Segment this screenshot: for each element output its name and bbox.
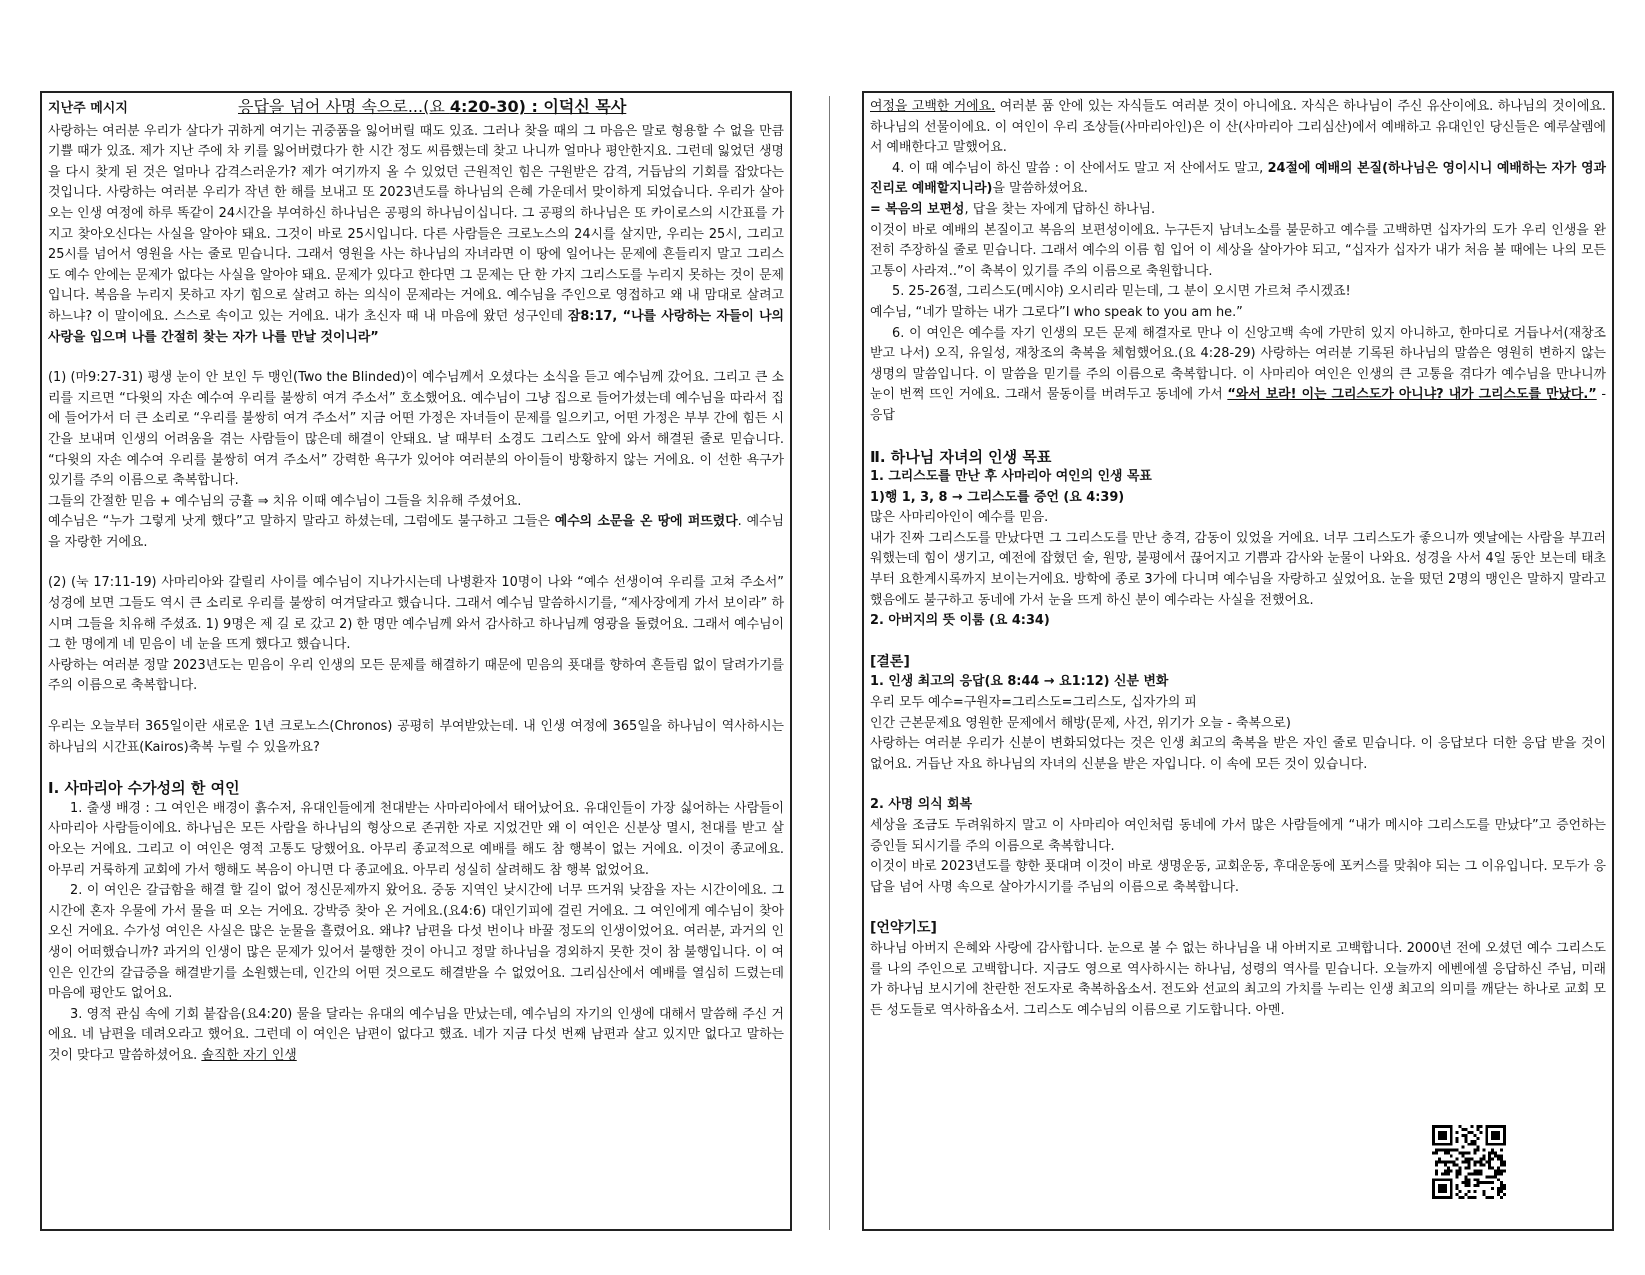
section-2-verse-bold: 1)행 1, 3, 8 → 그리스도를 증언 (요 4:39)	[870, 489, 1125, 505]
story-blind-result-text: 예수님은 “누가 그렇게 낫게 했다”고 말하지 말라고 하셨는데, 그럼에도 불구하고 그들은	[48, 514, 555, 530]
story-blind-result-end: . 예수님을 자랑한 거에요.	[48, 514, 784, 550]
section-1-item-5: 5. 25-26절, 그리스도(메시야) 오시리라 믿는데, 그 분이 오시면 가르쳐 주시겠죠!	[892, 284, 1351, 300]
section-1-item-3	[48, 1005, 784, 1067]
continuation-paragraph	[870, 97, 1606, 159]
section-label: 지난주 메시지	[48, 101, 128, 116]
section-2-line-b: 내가 진짜 그리스도를 만났다면 그 그리스도를 만난 충격, 감동이 있었을 거에요. 너무 그리스도가 좋으니까 옛날에는 사람을 부끄러워했는데 힘이 생기고, 예전에 잡혔던 술, 원망, 불평에서 끊어지고 기쁨과 감사와 눈물이 나와요. 성경을 사서 4일 동안 보는데 태초부터 요한계시록까지 보이는거에요. 방학에 종로 3가에 다니며 예수님을 자랑하고 싶었어요. 눈을 떴던 2명의 맹인은 말하지 말라고 했음에도 불구하고 동네에 가서 눈을 뜨게 하신 분이 예수라는 사실을 전했어요.	[870, 530, 1606, 608]
gospel-text: , 답을 찾는 자에게 답하신 하나님.	[964, 201, 1156, 217]
conclusion-subheading-2: 2. 사명 의식 회복	[870, 797, 973, 813]
sermon-title-bold: 4:20-30) : 이덕신 목사	[449, 97, 627, 116]
worship-essence-paragraph: 이것이 바로 예배의 본질이고 복음의 보편성이에요. 누구든지 남녀노소를 불문하고 예수를 고백하면 십자가의 도가 우리 인생을 완전히 주장하실 줄로 믿습니다. 그래서 예수의 이름 힘 입어 이 세상을 살아가야 되고, “십자가 십자가 내가 처음 볼 때에는 나의 모든 고통이 사라져..”이 축복이 있기를 주의 이름으로 축원합니다.	[870, 222, 1606, 279]
item-6-text: 6. 이 여인은 예수를 자기 인생의 모든 문제 해결자로 만나 이 신앙고백 속에 가만히 있지 아니하고, 한마디로 거듭나서(재창조 받고 나서) 오직, 유일성, 재창조의 축복을 체험했어요.(요 4:28-29) 사랑하는 여러분 기록된 하나님의 말씀은 영원히 변하지 않는 생명의 말씀입니다. 이 말씀을 믿기를 주의 이름으로 축복합니다. 이 사마리아 여인은 인생의 큰 고통을 겪다가 예수님을 만나니까 눈이 번쩍 뜨인 거에요. 그래서 물동이를 버려두고 동네에 가서	[870, 325, 1606, 403]
conclusion-line-5: 이것이 바로 2023년도를 향한 푯대며 이것이 바로 생명운동, 교회운동, 후대운동에 포커스를 맞춰야 되는 그 이유입니다. 모두가 응답을 넘어 사명 속으로 살아가시기를 주님의 이름으로 축복합니다.	[870, 859, 1606, 895]
item-6-end: - 응답	[870, 387, 1606, 423]
prayer-title: [언약기도]	[870, 920, 937, 937]
section-1-item-2: 2. 이 여인은 갈급함을 해결 할 길이 없어 정신문제까지 왔어요. 중동 지역인 낮시간에 너무 뜨거워 낮잠을 자는 시간이에요. 그 시간에 혼자 우물에 가서 물을 떠 오는 거에요. 강박증 찾아 온 거에요.(요4:6) 대인기피에 걸린 거에요. 그 여인에게 예수님이 찾아오신 거에요. 수가성 여인은 사실은 많은 눈물을 흘렸어요. 왜냐? 남편을 다섯 번이나 바꿀 정도의 인생이었어요. 여러분, 과거의 인생이 어떠했습니까? 과거의 인생이 많은 문제가 있어서 불행한 것이 아니고 정말 하나님을 경외하지 못한 것이 참 불행입니다. 이 여인은 인간의 갈급증을 해결받기를 소원했는데, 인간의 어떤 것으로도 해결받을 수 없었어요. 그리심산에서 예배를 열심히 드렸는데 마음에 평안도 없어요.	[48, 883, 784, 1002]
sermon-title-underlined: 응답을 넘어 사명 속으로...(요	[238, 97, 450, 116]
section-1-item-1: 1. 출생 배경 : 그 여인은 배경이 흙수저, 유대인들에게 천대받는 사마리아에서 태어났어요. 유대인들이 가장 싫어하는 사람들이 사마리아 사람들이에요. 하나님은 모든 사람을 하나님의 형상으로 존귀한 자로 지었건만 왜 이 여인은 신분상 멸시, 천대를 받고 살아오는 거에요. 그리고 이 여인은 영적 고통도 당했어요. 아무리 종교적으로 예배를 해도 참 행복이 없는 거에요. 이것이 종교에요. 아무리 거룩하게 교회에 가서 행해도 복음이 아니면 다 종교에요. 아무리 성실히 살려해도 참 행복 없었어요.	[48, 800, 784, 878]
section-2-subheading-2: 2. 아버지의 뜻 이룸 (요 4:34)	[870, 613, 1050, 629]
intro-verse: 잠8:17, “나를 사랑하는 자들이 나의 사랑을 입으며 나를 간절히 찾는 자가 나를 만날 것이니라”	[48, 308, 785, 345]
left-column	[40, 91, 792, 1231]
message-header	[48, 97, 784, 120]
sermon-title	[238, 97, 626, 118]
right-column	[862, 91, 1614, 1231]
qr-code-icon[interactable]	[1432, 1125, 1506, 1199]
conclusion-line-3: 사랑하는 여러분 우리가 신분이 변화되었다는 것은 인생 최고의 축복을 받은 자인 줄로 믿습니다. 이 응답보다 더한 응답 받을 것이 없어요. 거듭난 자요 하나님의 자녀의 신분을 받은 자입니다. 이 속에 모든 것이 있습니다.	[870, 736, 1606, 772]
conclusion-title: [결론]	[870, 653, 910, 670]
section-2-verse-line	[870, 488, 1606, 509]
story-lepers-blessing: 사랑하는 여러분 정말 2023년도는 믿음이 우리 인생의 모든 문제를 해결하기 때문에 믿음의 푯대를 향하여 흔들림 없이 달려가기를 주의 이름으로 축복합니다.	[48, 657, 784, 694]
conclusion-line-4: 세상을 조금도 두려워하지 말고 이 사마리아 여인처럼 동네에 가서 많은 사람들에게 “내가 메시야 그리스도를 만났다”고 증언하는 증인들 되시기를 주의 이름으로 축복합니다.	[870, 818, 1606, 854]
item-4-bold: 24절에 예배의 본질(하나님은 영이시니 예배하는 자가 영과 진리로 예배할지니라)	[870, 160, 1606, 197]
continuation-underline: 여정을 고백한 거에요.	[870, 99, 996, 114]
gospel-bold: = 복음의 보편성	[870, 201, 965, 217]
column-divider	[829, 96, 830, 1230]
story-blind-result	[48, 512, 784, 553]
item-6-bold: “와서 보라! 이는 그리스도가 아니냐? 내가 그리스도를 만났다.”	[1227, 387, 1597, 403]
story-blind-result-bold: 예수의 소문을 온 땅에 퍼뜨렸다	[554, 514, 738, 530]
intro-text: 사랑하는 여러분 우리가 살다가 귀하게 여기는 귀중품을 잃어버릴 때도 있죠. 그러나 찾을 때의 그 마음은 말로 형용할 수 없을 만큼 기쁠 때가 있죠. 제가 지난 주에 차 키를 잃어버렸다가 한 시간 정도 씨름했는데 찾고 나니까 얼마나 평안한지요. 그런데 잃었던 생명을 다시 찾게 된 것은 얼마나 감격스러운가? 제가 여기까지 올 수 있었던 근원적인 힘은 구원받은 감격, 거듭남의 기회를 잡았다는 것입니다. 사랑하는 여러분 우리가 작년 한 해를 보내고 또 2023년도를 하나님의 은혜 가운데서 맞이하게 되었습니다. 우리가 살아오는 인생 여정에 하루 똑같이 24시간을 부여하신 하나님은 공평의 하나님이십니다. 그 공평의 하나님은 또 카이로스의 시간표를 가지고 찾아오신다는 사실을 알아야 돼요. 그것이 바로 25시입니다. 다른 사람들은 크로노스의 24시를 살지만, 우리는 25시, 그리고 25시를 넘어서 영원을 사는 줄로 믿습니다. 그래서 영원을 사는 하나님의 자녀라면 이 땅에 일어나는 문제에 흔들리지 말고 그리스도 예수 안에는 문제가 없다는 사실을 알아야 돼요. 문제가 있다고 한다면 그 문제는 단 한 가지 그리스도를 누리지 못하는 것이 문제입니다. 복음을 누리지 못하고 자기 힘으로 살려고 하는 의식이 문제라는 거에요. 예수님을 주인으로 영접하고 왜 내 맘대로 살려고 하느냐? 이 말이에요. 스스로 속이고 있는 거에요. 내가 초신자 때 내 마음에 왔던 성구인데	[48, 123, 784, 324]
section-2-subheading-1: 1. 그리스도를 만난 후 사마리아 여인의 인생 목표	[870, 469, 1152, 485]
continuation-text: 여러분 품 안에 있는 자식들도 여러분 것이 아니에요. 자식은 하나님이 주신 유산이에요. 하나님의 것이에요. 하나님의 선물이에요. 이 여인이 우리 조상들(사마리아인)은 이 산(사마리아 그리심산)에서 예배하고 유대인인 당신들은 예루살렘에서 예배한다고 말했어요.	[870, 99, 1606, 156]
story-lepers-paragraph: (2) (눅 17:11-19) 사마리아와 갈릴리 사이를 예수님이 지나가시는데 나병환자 10명이 나와 “예수 선생이여 우리를 고쳐 주소서” 성경에 보면 그들도 역시 큰 소리로 우리를 불쌍히 여겨달라고 했습니다. 그래서 예수님 말씀하시기를, “제사장에게 가서 보이라” 하시며 그들을 치유해 주셨죠. 1) 9명은 제 길 로 갔고 2) 한 명만 예수님께 와서 감사하고 하나님께 영광을 돌렸어요. 그래서 예수님이 그 한 명에게 네 믿음이 네 눈을 뜨게 했다고 했습니다.	[48, 575, 784, 653]
section-2-line-a: 많은 사마리아인이 예수를 믿음.	[870, 510, 1049, 526]
gospel-universality	[870, 200, 1606, 221]
section-2-title: Ⅱ. 하나님 자녀의 인생 목표	[870, 447, 1052, 466]
item-4-end: 을 말씀하셨어요.	[992, 181, 1088, 197]
section-1-item-4	[870, 159, 1606, 200]
section-1-item-6	[870, 324, 1606, 427]
section-1-item-5-quote: 예수님, “네가 말하는 내가 그로다”I who speak to you am he.”	[870, 304, 1243, 320]
conclusion-subheading-1: 1. 인생 최고의 응답(요 8:44 → 요1:12) 신분 변화	[870, 674, 1169, 690]
conclusion-line-1: 우리 모두 예수=구원자=그리스도=그리스도, 십자가의 피	[870, 695, 1197, 711]
prayer-paragraph: 하나님 아버지 은혜와 사랑에 감사합니다. 눈으로 볼 수 없는 하나님을 내 아버지로 고백합니다. 2000년 전에 오셨던 예수 그리스도를 나의 주인으로 고백합니다. 지금도 영으로 역사하시는 하나님, 성령의 역사를 믿습니다. 오늘까지 에벤에셀 응답하신 주님, 미래가 하나님 보시기에 찬란한 전도자로 축복하옵소서. 전도와 선교의 최고의 가치를 누리는 인생 최고의 의미를 깨닫는 하나로 교회 모든 성도들로 역사하옵소서. 그리스도 예수님의 이름으로 기도합니다. 아멘.	[870, 940, 1606, 1018]
story-blind-summary: 그들의 간절한 믿음 + 예수님의 긍휼 ⇒ 치유 이때 예수님이 그들을 치유해 주셨어요.	[48, 493, 522, 509]
item-4-text: 4. 이 때 예수님이 하신 말씀 : 이 산에서도 말고 저 산에서도 말고,	[892, 160, 1268, 176]
section-1-item-3-text: 3. 영적 관심 속에 기회 붙잡음(요4:20) 물을 달라는 유대의 예수님을 만났는데, 예수님의 자기의 인생에 대해서 말씀해 주신 거에요. 네 남편을 데려오라고 했어요. 그런데 이 여인은 남편이 없다고 했죠. 네가 지금 다섯 번째 남편과 살고 있지만 없다고 말하는 것이 맞다고 말씀하셨어요.	[48, 1006, 784, 1063]
intro-paragraph	[48, 122, 784, 349]
story-blind-paragraph: (1) (마9:27-31) 평생 눈이 안 보인 두 맹인(Two the Blinded)이 예수님께서 오셨다는 소식을 듣고 예수님께 갔어요. 그리고 큰 소리를 지르면 “다윗의 자손 예수여 우리를 불쌍히 여겨 주소서” 호소했어요. 예수님이 그냥 집으로 들어가셨는데 예수님을 따라서 집에 들어가서 더 큰 소리로 “우리를 불쌍히 여겨 주소서” 지금 어떤 가정은 자녀들이 문제를 일으키고, 어떤 가정은 부부 간에 힘든 시간을 보내며 인생의 어려움을 겪는 사람들이 많은데 해결이 안돼요. 날 때부터 소경도 그리스도 앞에 와서 해결된 줄로 믿습니다. “다윗의 자손 예수여 우리를 불쌍히 여겨 주소서” 강력한 욕구가 있어야 여러분의 아이들이 방황하지 않는 거에요. 이 선한 욕구가 있기를 주의 이름으로 축복합니다.	[48, 370, 784, 489]
conclusion-line-2: 인간 근본문제요 영원한 문제에서 해방(문제, 사건, 위기가 오늘 - 축복으로)	[870, 715, 1291, 731]
section-1-item-3-underline: 솔직한 자기 인생	[201, 1047, 297, 1063]
chronos-paragraph: 우리는 오늘부터 365일이란 새로운 1년 크로노스(Chronos) 공평히 부여받았는데. 내 인생 여정에 365일을 하나님이 역사하시는 하나님의 시간표(Kairos)축복 누릴 수 있을까요?	[48, 719, 784, 755]
section-1-title: Ⅰ. 사마리아 수가성의 한 여인	[48, 779, 240, 798]
